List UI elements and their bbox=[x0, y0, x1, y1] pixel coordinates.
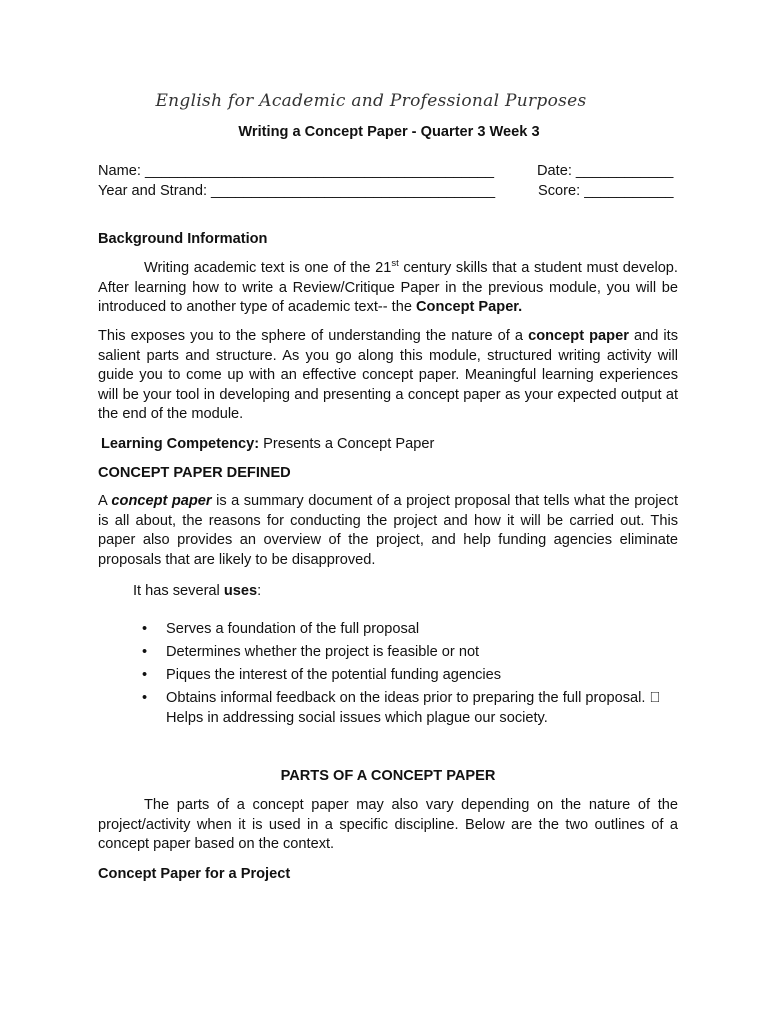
defined-heading: CONCEPT PAPER DEFINED bbox=[98, 465, 291, 481]
name-field: Name: ___________________________________________ bbox=[98, 163, 495, 179]
uses-intro bbox=[133, 582, 261, 602]
list-item bbox=[142, 689, 682, 728]
list-item-text: Obtains informal feedback on the ideas prior to preparing the full proposal. Helps in addressing social issues which plague our society. bbox=[166, 690, 646, 726]
competency-value: Presents a Concept Paper bbox=[259, 436, 435, 452]
bullet-icon: • bbox=[142, 690, 148, 706]
uses-text-a: It has several bbox=[133, 583, 224, 599]
bg-p2-bold: concept paper bbox=[528, 328, 629, 344]
defined-text-b: is a summary document of a project proposal that tells what the project is all about, the reasons for conducting the project and how it will be carried out. This paper also provides an overview of the project, and help funding agencies eliminate proposals that are likely to be disapproved. bbox=[98, 493, 678, 568]
list-item bbox=[142, 643, 682, 663]
background-paragraph-2 bbox=[98, 327, 678, 425]
background-heading: Background Information bbox=[98, 231, 268, 247]
bg-p1-sup: st bbox=[391, 258, 399, 270]
bullet-icon: • bbox=[142, 621, 148, 637]
lesson-subtitle: Writing a Concept Paper - Quarter 3 Week 3 bbox=[238, 124, 540, 140]
bullet-icon: • bbox=[142, 644, 148, 660]
bg-p1-text-a: Writing academic text is one of the 21 bbox=[144, 260, 392, 276]
bg-p2-text-b: and its salient parts and structure. As you go along this module, structured writing activity will guide you to come up with an effective concept paper. Meaningful learning experiences will be your tool in developing and presenting a concept paper as your expected output at the end of the module. bbox=[98, 328, 678, 422]
year-strand-field: Year and Strand: ___________________________________ bbox=[98, 183, 496, 199]
list-item bbox=[142, 666, 682, 686]
bg-p1-bold: Concept Paper. bbox=[416, 299, 523, 315]
defined-text-a: A bbox=[98, 493, 112, 509]
learning-competency bbox=[101, 435, 434, 455]
bg-p1-text-b: century skills that a student must develop. After learning how to write a Review/Critique Paper in the previous module, you will be introduced to another type of academic text-- the bbox=[98, 260, 678, 315]
score-field: Score: ___________ bbox=[538, 183, 674, 199]
parts-heading: PARTS OF A CONCEPT PAPER bbox=[280, 768, 496, 784]
project-subheading: Concept Paper for a Project bbox=[98, 866, 291, 882]
list-item-text: Serves a foundation of the full proposal bbox=[166, 621, 420, 637]
uses-text-b: : bbox=[257, 583, 262, 599]
parts-paragraph: The parts of a concept paper may also vary depending on the nature of the project/activity when it is used in a specific discipline. Below are the two outlines of a concept paper based on the context. bbox=[98, 797, 678, 852]
uses-bold: uses bbox=[223, 583, 258, 599]
competency-label: Learning Competency: bbox=[101, 436, 260, 452]
course-title: English for Academic and Professional Purposes bbox=[155, 91, 587, 111]
defined-paragraph bbox=[98, 492, 678, 570]
uses-list bbox=[142, 620, 682, 732]
list-item bbox=[142, 620, 682, 640]
bg-p2-text-a: This exposes you to the sphere of understanding the nature of a bbox=[98, 328, 529, 344]
background-paragraph-1 bbox=[98, 259, 678, 318]
defined-bolditalic: concept paper bbox=[111, 493, 212, 509]
date-field: Date: ____________ bbox=[537, 163, 674, 179]
list-item-text: Piques the interest of the potential funding agencies bbox=[166, 667, 502, 683]
list-item-text: Determines whether the project is feasible or not bbox=[166, 644, 480, 660]
bullet-icon: • bbox=[142, 667, 148, 683]
